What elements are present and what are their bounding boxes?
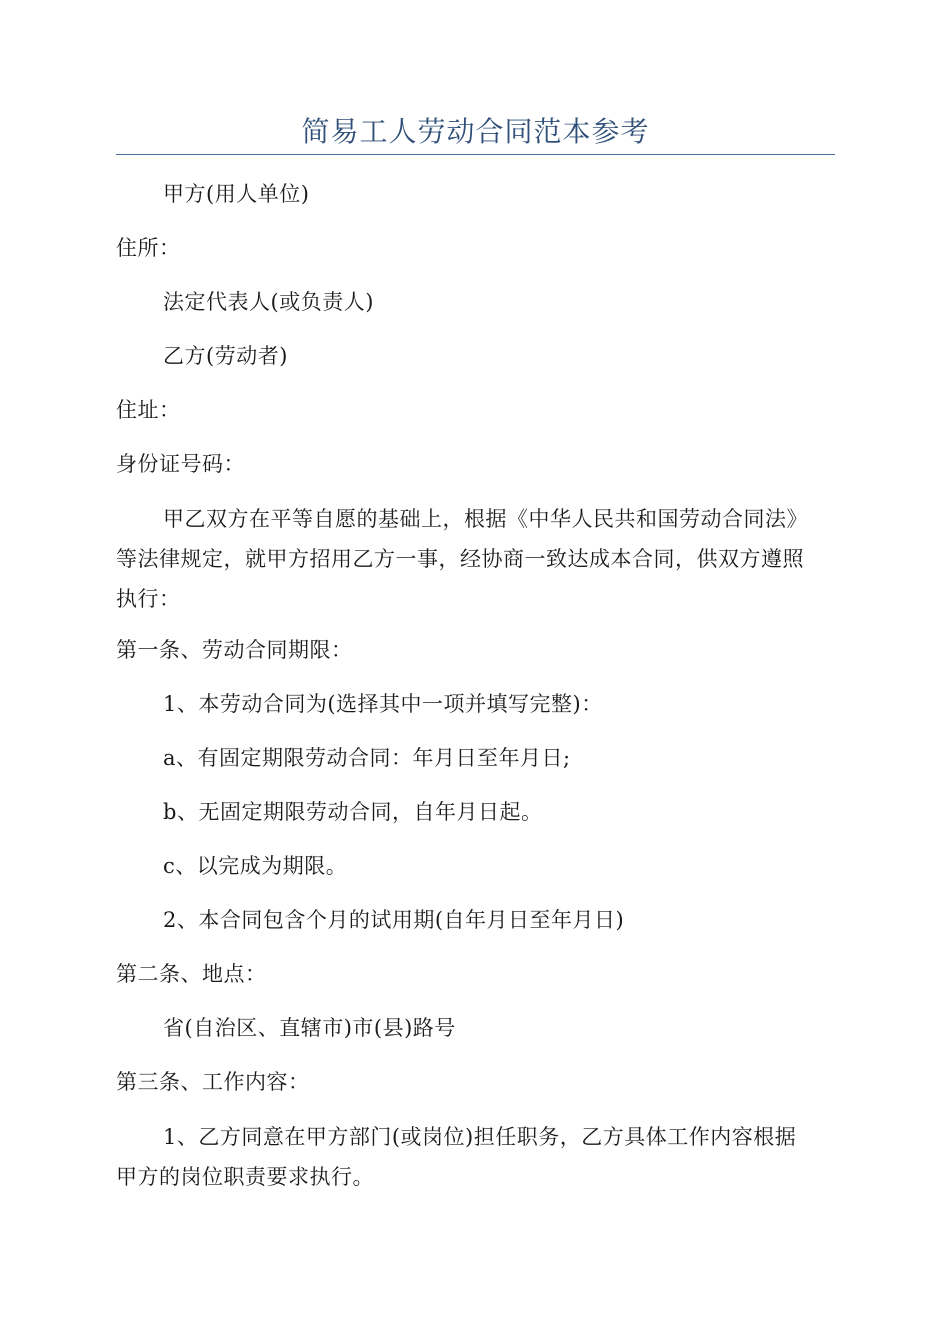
article-1-item-2: 2、本合同包含个月的试用期(自年月日至年月日) xyxy=(163,908,625,932)
intro-line: 甲乙双方在平等自愿的基础上，根据《中华人民共和国劳动合同法》 xyxy=(163,507,808,531)
article-3-item-1 xyxy=(116,1117,835,1197)
article-2-heading: 第二条、地点： xyxy=(116,962,267,986)
intro-line: 执行： xyxy=(116,587,181,611)
intro-line: 等法律规定，就甲方招用乙方一事，经协商一致达成本合同，供双方遵照 xyxy=(116,547,804,571)
article-1-item-1: 1、本劳动合同为(选择其中一项并填写完整)： xyxy=(163,692,603,716)
id-number: 身份证号码： xyxy=(116,452,245,476)
article-1-heading: 第一条、劳动合同期限： xyxy=(116,638,353,662)
legal-representative: 法定代表人(或负责人) xyxy=(163,290,374,314)
party-b-address: 住址： xyxy=(116,398,181,422)
article-3-line: 甲方的岗位职责要求执行。 xyxy=(116,1165,374,1189)
title-underline xyxy=(116,154,835,155)
article-1-item-a: a、有固定期限劳动合同：年月日至年月日; xyxy=(163,746,571,770)
article-3-heading: 第三条、工作内容： xyxy=(116,1070,310,1094)
article-1-item-c: c、以完成为期限。 xyxy=(163,854,348,878)
article-2-location: 省(自治区、直辖市)市(县)路号 xyxy=(163,1016,456,1040)
intro-paragraph xyxy=(116,499,835,619)
article-1-item-b: b、无固定期限劳动合同，自年月日起。 xyxy=(163,800,543,824)
party-a-line: 甲方(用人单位) xyxy=(163,182,310,206)
document-title: 简易工人劳动合同范本参考 xyxy=(301,115,650,148)
party-b-line: 乙方(劳动者) xyxy=(163,344,288,368)
party-a-address: 住所： xyxy=(116,236,181,260)
article-3-line: 1、乙方同意在甲方部门(或岗位)担任职务，乙方具体工作内容根据 xyxy=(163,1125,797,1149)
